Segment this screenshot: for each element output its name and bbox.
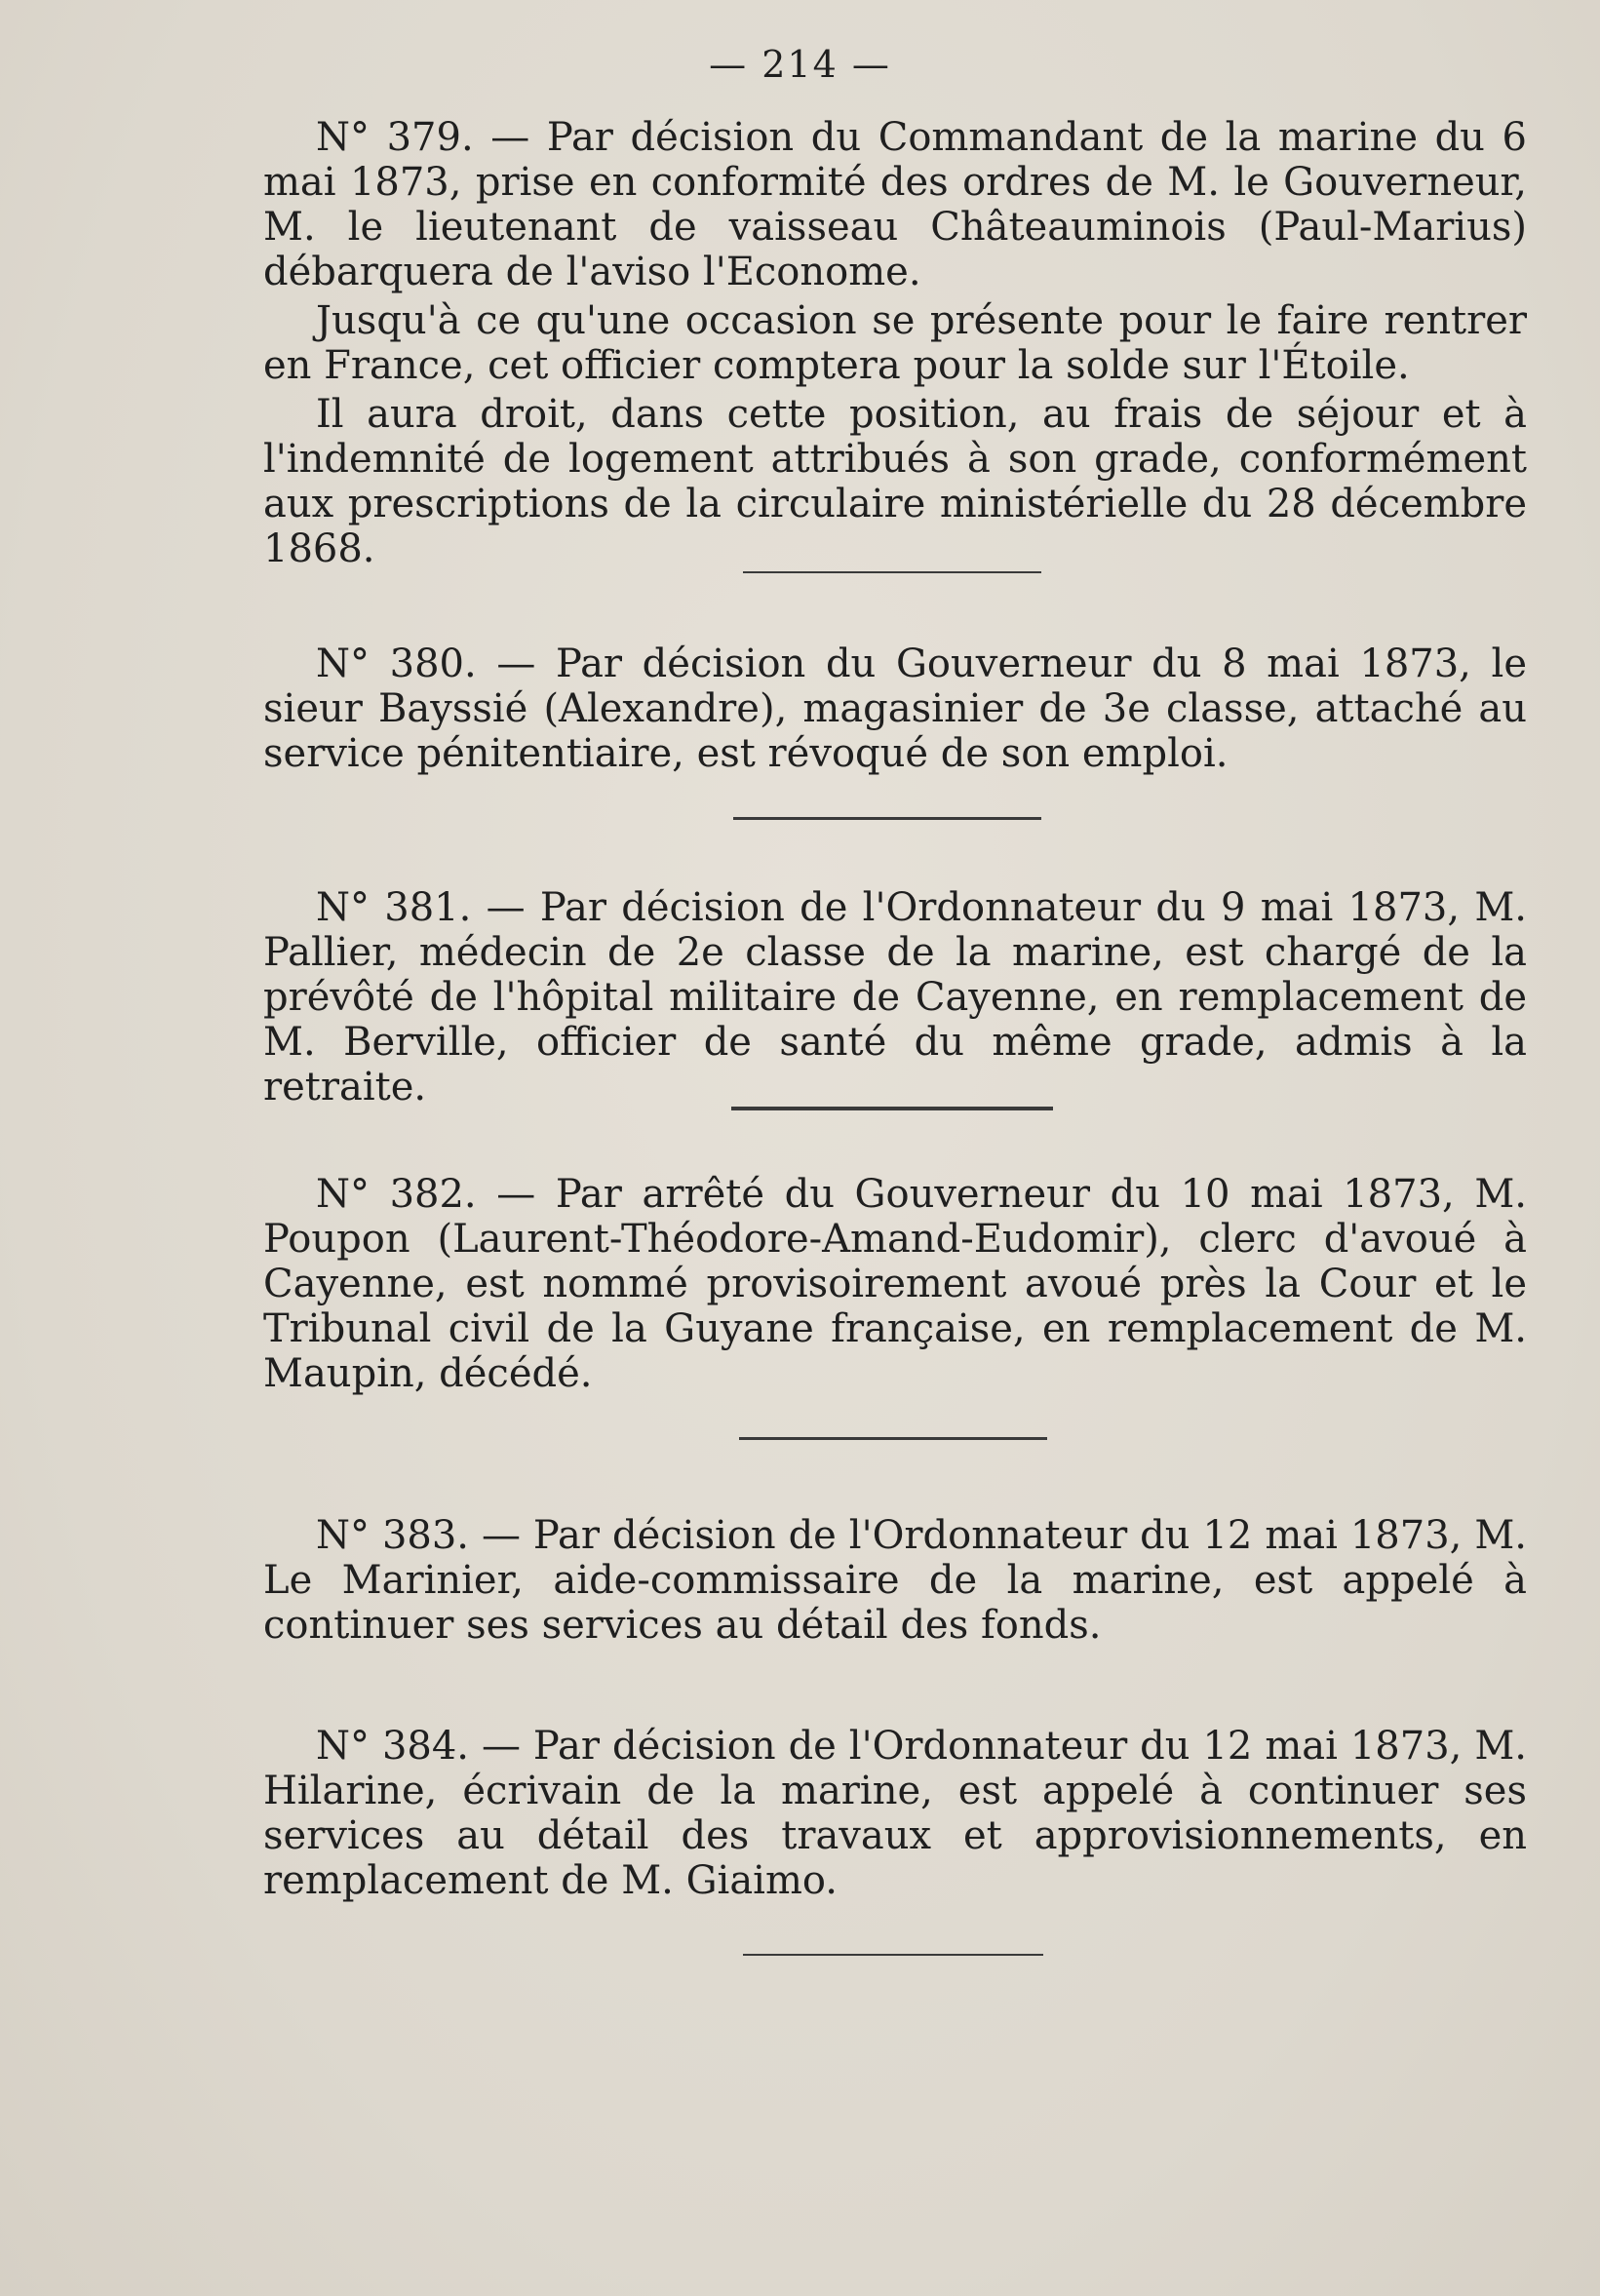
separator-rule [743,1954,1043,1956]
entry-381-paragraph-1: N° 381. — Par décision de l'Ordonnateur du 9 mai 1873, M. Pallier, médecin de 2e classe de la marine, est chargé de la prévôté de l'hôpital militaire de Cayenne, en remplacement de M. Berville, officier de santé du même grade, admis à la retraite. [263,885,1527,1109]
entry-380 [263,642,1527,776]
entry-383 [263,1513,1527,1648]
entry-379-paragraph-2: Jusqu'à ce qu'une occasion se présente pour le faire rentrer en France, cet officier comptera pour la solde sur l'Étoile. [263,298,1527,388]
separator-rule [733,817,1041,820]
entry-384-paragraph-1: N° 384. — Par décision de l'Ordonnateur du 12 mai 1873, M. Hilarine, écrivain de la marine, est appelé à continuer ses services au détail des travaux et approvisionnements, en remplacement de M. Giaimo. [263,1724,1527,1903]
separator-rule [743,571,1041,573]
entry-379 [263,115,1527,571]
separator-rule [731,1107,1053,1110]
entry-379-paragraph-1: N° 379. — Par décision du Commandant de la marine du 6 mai 1873, prise en conformité des ordres de M. le Gouverneur, M. le lieutenant de vaisseau Châteauminois (Paul-Marius) débarquera de l'aviso l'Econome. [263,115,1527,294]
entry-382 [263,1172,1527,1396]
entry-382-paragraph-1: N° 382. — Par arrêté du Gouverneur du 10 mai 1873, M. Poupon (Laurent-Théodore-Amand-Eudomir), clerc d'avoué à Cayenne, est nommé provisoirement avoué près la Cour et le Tribunal civil de la Guyane française, en remplacement de M. Maupin, décédé. [263,1172,1527,1396]
entry-383-paragraph-1: N° 383. — Par décision de l'Ordonnateur du 12 mai 1873, M. Le Marinier, aide-commissaire de la marine, est appelé à continuer ses services au détail des fonds. [263,1513,1527,1648]
entry-379-paragraph-3: Il aura droit, dans cette position, au frais de séjour et à l'indemnité de logement attribués à son grade, conformément aux prescriptions de la circulaire ministérielle du 28 décembre 1868. [263,392,1527,571]
entry-384 [263,1724,1527,1903]
entry-381 [263,885,1527,1109]
entry-380-paragraph-1: N° 380. — Par décision du Gouverneur du 8 mai 1873, le sieur Bayssié (Alexandre), magasinier de 3e classe, attaché au service pénitentiaire, est révoqué de son emploi. [263,642,1527,776]
page-number: — 214 — [709,43,891,86]
separator-rule [739,1437,1047,1440]
